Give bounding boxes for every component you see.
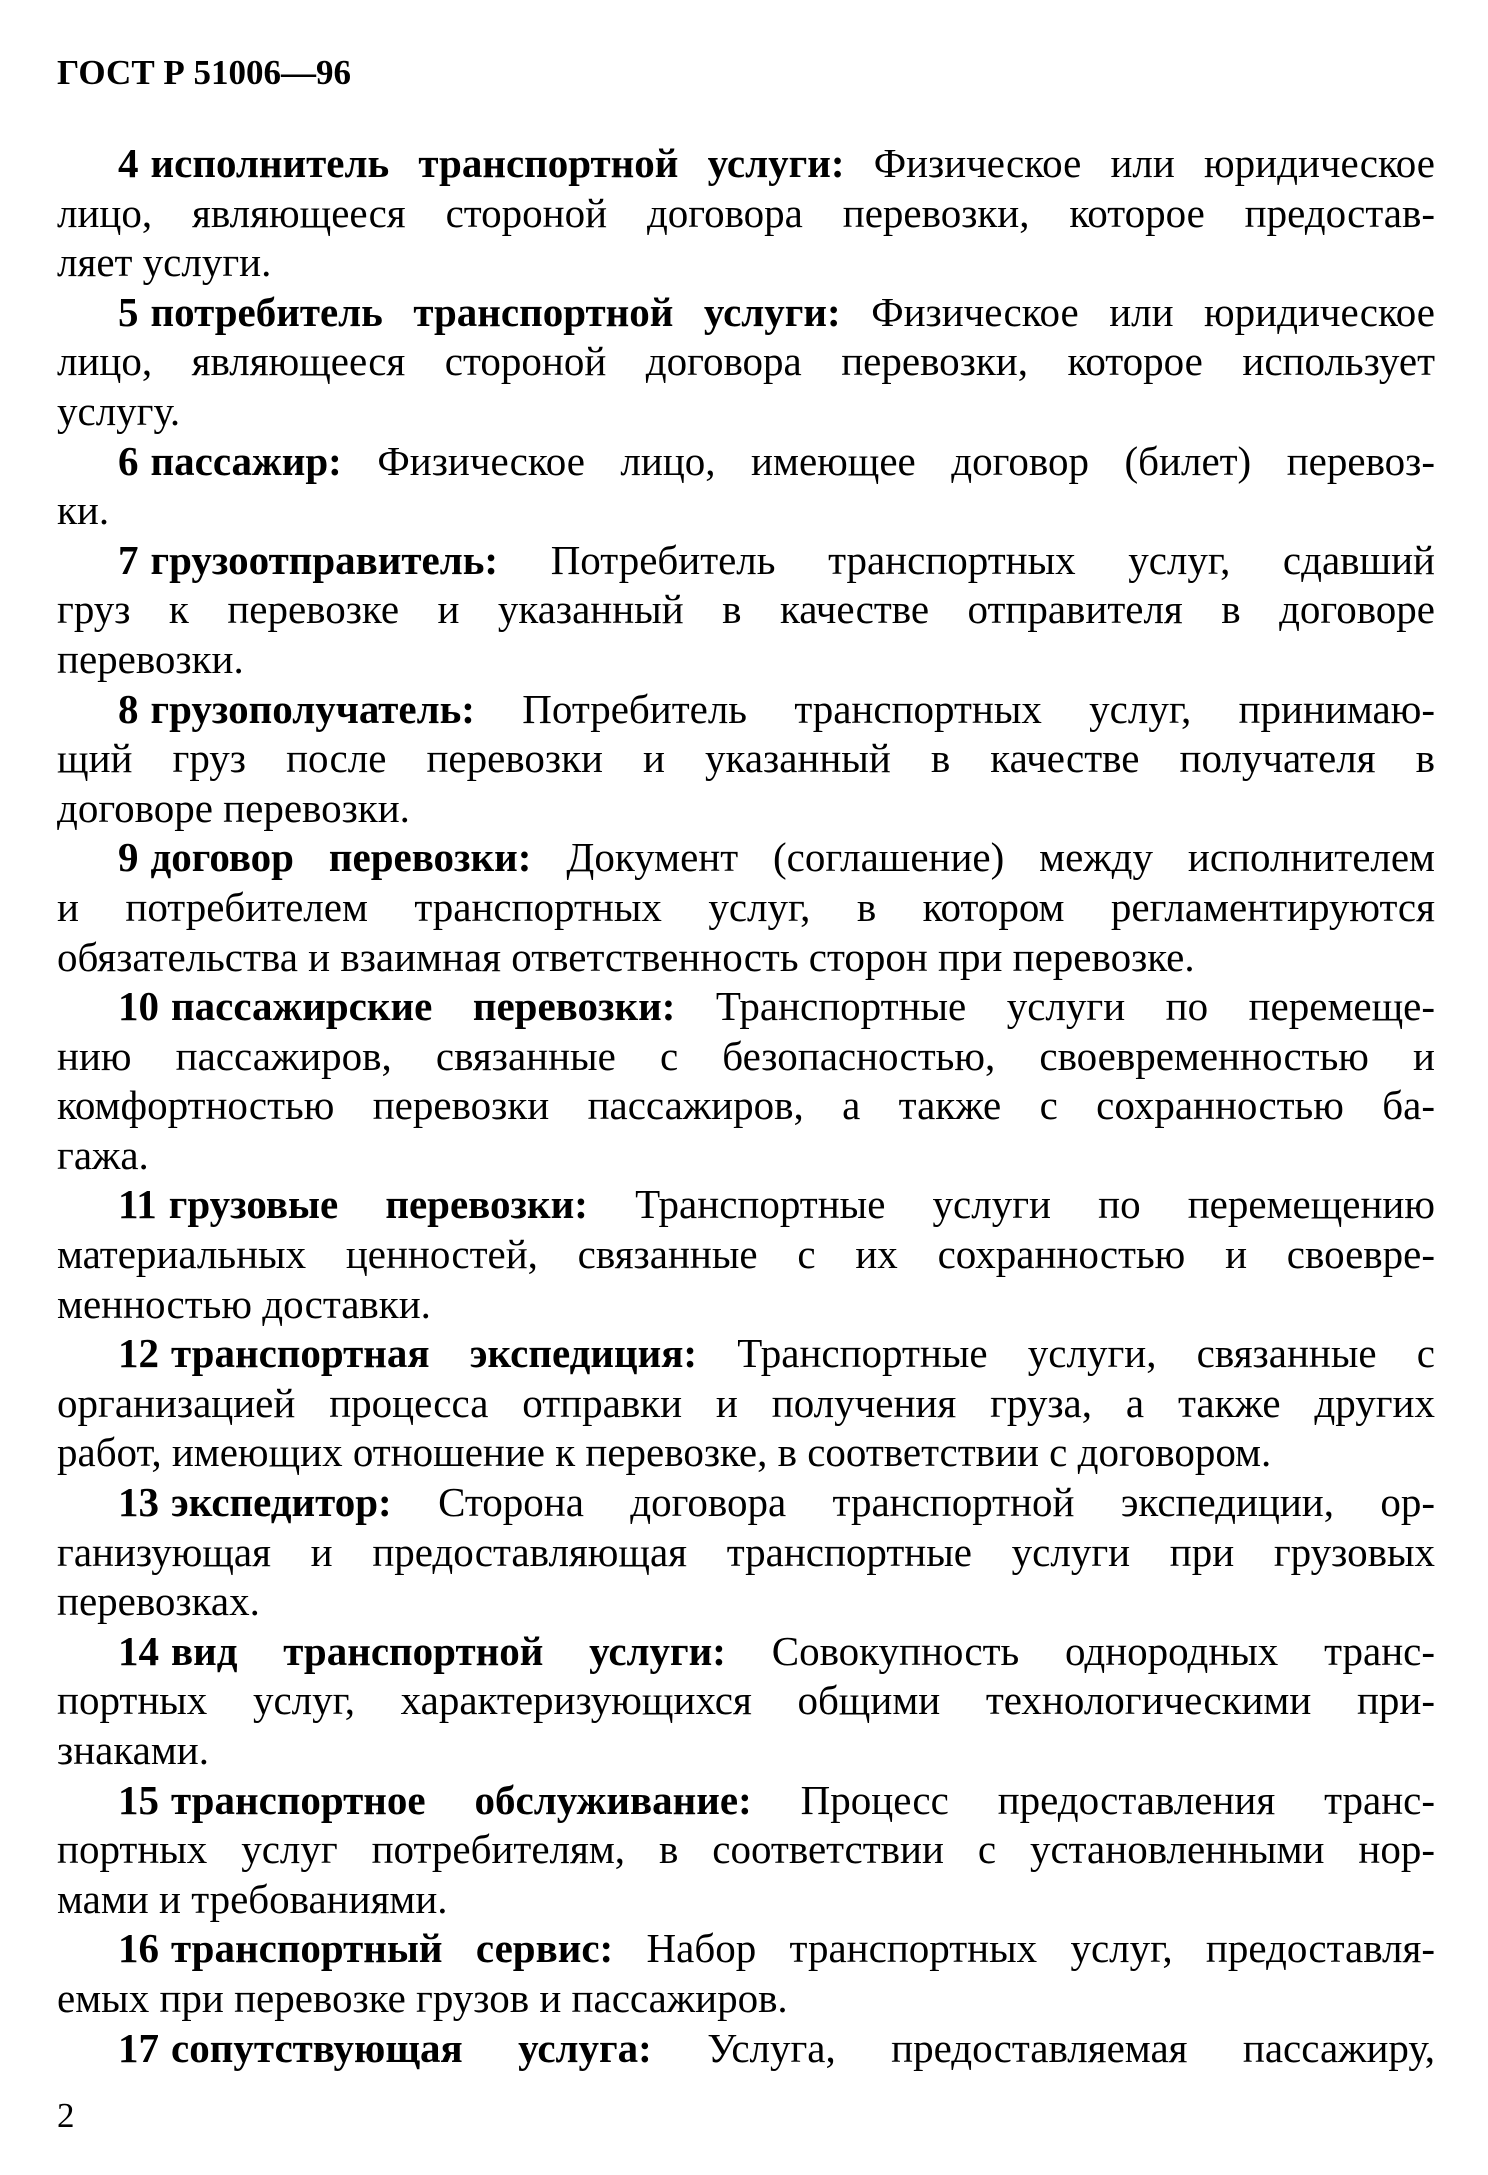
definition-item xyxy=(57,536,1435,685)
definition-term: грузополучатель: xyxy=(150,685,475,732)
definition-term: экспедитор: xyxy=(171,1479,392,1526)
definition-first-line xyxy=(57,1776,1435,1826)
page-number: 2 xyxy=(57,2096,75,2135)
definition-text: Набор транспортных услуг, предоставля- xyxy=(646,1925,1435,1972)
definition-line: перевозки. xyxy=(57,635,244,682)
definition-text: Документ (соглашение) между исполнителем xyxy=(566,834,1436,881)
definition-number: 12 xyxy=(118,1330,159,1377)
definition-number: 8 xyxy=(118,685,139,732)
definition-line: портных услуг, характеризующихся общими технологическими при- xyxy=(57,1677,1435,1724)
definition-first-line xyxy=(57,1180,1435,1230)
definition-text: Услуга, предоставляемая пассажиру, xyxy=(707,2024,1436,2071)
definition-first-line xyxy=(57,982,1435,1032)
definition-number: 11 xyxy=(118,1181,157,1228)
definition-item xyxy=(57,982,1435,1180)
document-header: ГОСТ Р 51006—96 xyxy=(57,53,352,92)
definition-number: 17 xyxy=(118,2024,159,2071)
definition-term: транспортное обслуживание: xyxy=(171,1776,752,1823)
definition-line: организацией процесса отправки и получения груза, а также других xyxy=(57,1379,1435,1426)
definition-line: и потребителем транспортных услуг, в котором регламентируются xyxy=(57,883,1435,930)
definition-text: Процесс предоставления транс- xyxy=(800,1776,1435,1823)
definition-term: пассажир: xyxy=(150,437,342,484)
definition-first-line xyxy=(57,833,1435,883)
definition-text: Потребитель транспортных услуг, сдавший xyxy=(550,536,1435,583)
definition-line: комфортностью перевозки пассажиров, а также с сохранностью ба- xyxy=(57,1082,1435,1129)
definition-first-line xyxy=(57,437,1435,487)
definition-line: емых при перевозке грузов и пассажиров. xyxy=(57,1974,788,2021)
definition-text: Транспортные услуги по перемеще- xyxy=(715,983,1436,1030)
definition-term: грузовые перевозки: xyxy=(168,1181,588,1228)
definition-first-line xyxy=(57,1329,1435,1379)
definition-text: Транспортные услуги по перемещению xyxy=(635,1181,1435,1228)
definition-item xyxy=(57,833,1435,982)
definition-first-line xyxy=(57,2024,1435,2074)
definition-number: 14 xyxy=(118,1627,159,1674)
definition-line: гажа. xyxy=(57,1131,149,1178)
definition-term: транспортная экспедиция: xyxy=(171,1330,698,1377)
definition-line: портных услуг потребителям, в соответствии с установленными нор- xyxy=(57,1826,1435,1873)
definition-text: Физическое лицо, имеющее договор (билет) перевоз- xyxy=(377,437,1436,484)
definition-term: договор перевозки: xyxy=(150,834,532,881)
definition-first-line xyxy=(57,288,1435,338)
definition-first-line xyxy=(57,139,1435,189)
definition-term: сопутствующая услуга: xyxy=(171,2024,652,2071)
definition-text: Транспортные услуги, связанные с xyxy=(737,1330,1435,1377)
definition-text: Потребитель транспортных услуг, принимаю- xyxy=(522,685,1435,732)
definition-line: договоре перевозки. xyxy=(57,784,410,831)
definition-term: вид транспортной услуги: xyxy=(171,1627,726,1674)
definition-number: 15 xyxy=(118,1776,159,1823)
definition-line: материальных ценностей, связанные с их сохранностью и своевре- xyxy=(57,1231,1435,1278)
definition-line: менностью доставки. xyxy=(57,1280,431,1327)
definition-item xyxy=(57,1627,1435,1776)
definition-item xyxy=(57,1478,1435,1627)
definition-first-line xyxy=(57,1924,1435,1974)
definition-number: 13 xyxy=(118,1479,159,1526)
definition-first-line xyxy=(57,685,1435,735)
definition-number: 16 xyxy=(118,1925,159,1972)
definition-item xyxy=(57,288,1435,437)
definition-first-line xyxy=(57,536,1435,586)
definition-first-line xyxy=(57,1478,1435,1528)
definition-text: Совокупность однородных транс- xyxy=(771,1627,1436,1674)
definition-number: 10 xyxy=(118,983,159,1030)
definition-line: щий груз после перевозки и указанный в качестве получателя в xyxy=(57,735,1435,782)
definition-term: грузоотправитель: xyxy=(150,536,499,583)
definition-line: нию пассажиров, связанные с безопасностью, своевременностью и xyxy=(57,1032,1435,1079)
definition-line: ляет услуги. xyxy=(57,239,272,286)
definition-term: пассажирские перевозки: xyxy=(171,983,676,1030)
definition-line: груз к перевозке и указанный в качестве отправителя в договоре xyxy=(57,586,1435,633)
definition-line: лицо, являющееся стороной договора перевозки, которое использует xyxy=(57,338,1435,385)
definition-first-line xyxy=(57,1627,1435,1677)
definition-item xyxy=(57,1180,1435,1329)
definition-line: лицо, являющееся стороной договора перевозки, которое предостав- xyxy=(57,189,1435,236)
definition-line: перевозках. xyxy=(57,1578,260,1625)
definition-item xyxy=(57,685,1435,834)
definition-text: Физическое или юридическое xyxy=(871,288,1435,335)
definition-term: исполнитель транспортной услуги: xyxy=(150,140,845,186)
definition-number: 5 xyxy=(118,288,139,335)
definition-item xyxy=(57,2024,1435,2074)
definition-term: транспортный сервис: xyxy=(171,1925,614,1972)
definition-line: ки. xyxy=(57,487,110,534)
definition-number: 7 xyxy=(118,536,139,583)
definition-number: 9 xyxy=(118,834,139,881)
definitions-list xyxy=(57,139,1435,2073)
definition-term: потребитель транспортной услуги: xyxy=(150,288,841,335)
definition-text: Сторона договора транспортной экспедиции, ор- xyxy=(438,1479,1435,1526)
definition-item xyxy=(57,437,1435,536)
definition-line: ганизующая и предоставляющая транспортные услуги при грузовых xyxy=(57,1528,1435,1575)
definition-line: работ, имеющих отношение к перевозке, в соответствии с договором. xyxy=(57,1429,1272,1476)
definition-item xyxy=(57,1329,1435,1478)
definition-item xyxy=(57,1924,1435,2023)
definition-line: услугу. xyxy=(57,387,181,434)
definition-item xyxy=(57,1776,1435,1925)
definition-number: 6 xyxy=(118,437,139,484)
definition-line: обязательства и взаимная ответственность сторон при перевозке. xyxy=(57,933,1195,980)
definition-line: знаками. xyxy=(57,1727,209,1773)
definition-item xyxy=(57,139,1435,288)
definition-text: Физическое или юридическое xyxy=(873,140,1435,186)
definition-line: мами и требованиями. xyxy=(57,1875,448,1922)
definition-number: 4 xyxy=(118,140,139,186)
